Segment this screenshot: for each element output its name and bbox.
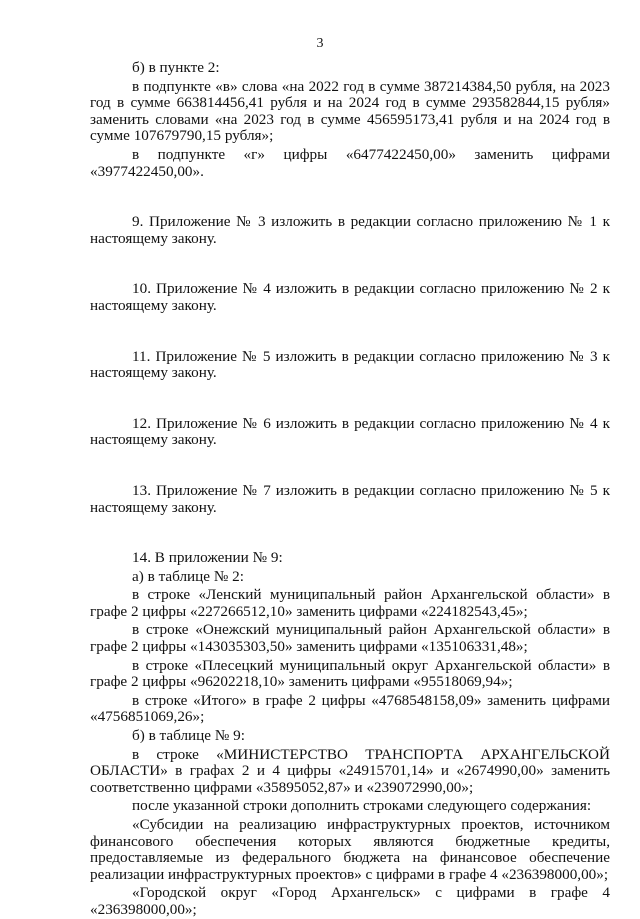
paragraph-subpoint-v: в подпункте «в» слова «на 2022 год в сумме 387214384,50 рубля, на 2023 год в сумме 663814456,41 рубля и на 2024 год в сумме 293582844,15 рубля» заменить словами «на 2023 год в сумме 456595173,41 рубля и на 2024 год в сумме 107679790,15 рубля»; (90, 77, 610, 145)
paragraph-add-rows-intro: после указанной строки дополнить строками следующего содержания: (132, 797, 592, 815)
paragraph-row-itogo: в строке «Итого» в графе 2 цифры «4768548158,09» заменить цифрами «4756851069,26»; (90, 691, 610, 726)
paragraph-item-9: 9. Приложение № 3 изложить в редакции согласно приложению № 1 к настоящему закону. (90, 213, 610, 247)
paragraph-table-9-heading: б) в таблице № 9: (132, 727, 245, 745)
paragraph-row-ministry-transport: в строке «МИНИСТЕРСТВО ТРАНСПОРТА АРХАНГЕЛЬСКОЙ ОБЛАСТИ» в графах 2 и 4 цифры «24915701,14» и «2674990,00» заменить соответственно цифрами «35895052,87» и «239072990,00»; (90, 745, 610, 796)
paragraph-item-10: 10. Приложение № 4 изложить в редакции согласно приложению № 2 к настоящему закону. (90, 280, 610, 314)
paragraph-row-plesetsky: в строке «Плесецкий муниципальный округ Архангельской области» в графе 2 цифры «96202218,10» заменить цифрами «95518069,94»; (90, 656, 610, 691)
paragraph-subpoint-g: в подпункте «г» цифры «6477422450,00» заменить цифрами «3977422450,00». (90, 145, 610, 180)
paragraph-table-2-heading: а) в таблице № 2: (132, 567, 244, 585)
paragraph-row-subsidies: «Субсидии на реализацию инфраструктурных проектов, источником финансового обеспечения которых являются бюджетные кредиты, предоставляемые из федерального бюджета на финансовое обеспечение реализации инфраструктурных проектов» с цифрами в графе 4 «236398000,00»; (90, 816, 610, 883)
document-body (90, 60, 610, 919)
paragraph-point-2-heading: б) в пункте 2: (132, 59, 220, 76)
paragraph-item-12: 12. Приложение № 6 изложить в редакции согласно приложению № 4 к настоящему закону. (90, 414, 610, 449)
paragraph-row-lensky: в строке «Ленский муниципальный район Архангельской области» в графе 2 цифры «227266512,10» заменить цифрами «224182543,45»; (90, 586, 610, 620)
paragraph-item-13: 13. Приложение № 7 изложить в редакции согласно приложению № 5 к настоящему закону. (90, 481, 610, 516)
paragraph-item-11: 11. Приложение № 5 изложить в редакции согласно приложению № 3 к настоящему закону. (90, 347, 610, 382)
paragraph-row-arkhangelsk: «Городской округ «Город Архангельск» с цифрами в графе 4 «236398000,00»; (90, 884, 610, 918)
paragraph-item-14: 14. В приложении № 9: (132, 549, 283, 567)
page-number: 3 (316, 36, 324, 51)
paragraph-row-onezhsky: в строке «Онежский муниципальный район Архангельской области» в графе 2 цифры «143035303,50» заменить цифрами «135106331,48»; (90, 621, 610, 656)
